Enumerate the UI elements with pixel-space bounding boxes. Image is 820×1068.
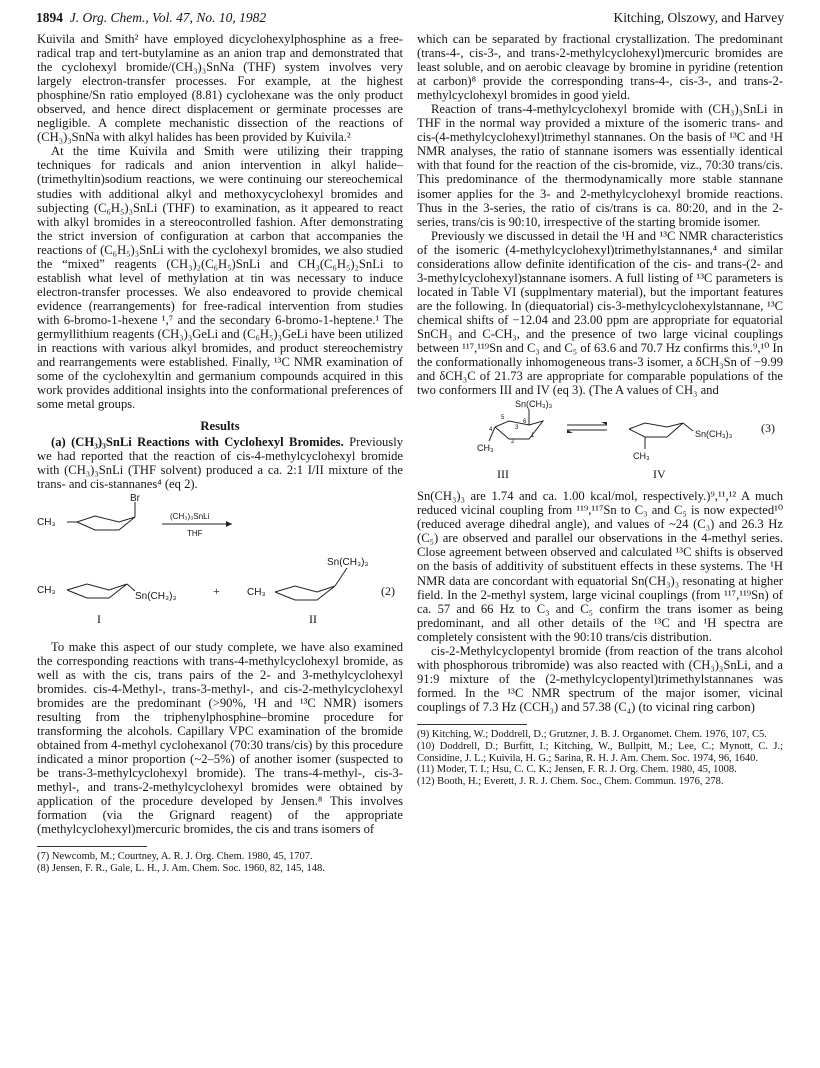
product-II-sn-label: Sn(CH₃)₃ — [327, 556, 369, 568]
paragraph: To make this aspect of our study complete, we have also examined the corresponding reactions with trans-4-methylcyclohexyl bromide, as well as with the cis, trans pairs of the 2- and 3-methylcyclohexyl bromides. cis-4-Methyl-, trans-3-methyl-, and cis-2-methylcyclohexyl bromides are the predominant (>90%, ¹H and ¹³C NMR) isomers resulting from the triphenylphosphine–bromine procedure for transforming the alcohols. Capillary VPC examination of the bromide obtained from 4-methyl cyclohexanol (70:30 trans/cis) by this procedure indicated a minor proportion (~2–5%) of another isomer (suspected to be trans-3-methylcyclohexyl bromide). The trans-4-methyl-, cis-3-methyl-, and trans-2-methylcyclohexyl bromides were obtained by application of the procedure developed by Jensen.⁸ This involves formation (via the Grignard reagent) of the appropriate (methylcyclohexyl)mercuric bromides, the cis and trans isomers of — [37, 639, 403, 837]
paragraph: Kuivila and Smith² have employed dicyclohexylphosphine as a free-radical trap and tert-butylamine as an anion trap and demonstrated that the cyclohexyl bromide/(CH₃)₃SnNa (THF) system involves very largely electron-transfer processes. For example, at the highest phosphine/Sn ratio employed (8.81) cyclohexane was the only product observed, and hence direct displacement or germinate processes are negligible. A complete mechanistic dissection of the reactions of (CH₃)₃SnNa with alkyl halides has been provided by Kuivila.² — [37, 32, 403, 145]
paragraph: Sn(CH₃)₃ are 1.74 and ca. 1.00 kcal/mol, respectively.)⁹,¹¹,¹² A much reduced vicinal coupling from ¹¹⁹,¹¹⁷Sn to C₃ and C₅ is now expected¹⁰ (reduced average dihedral angle), and values of ~24 (C₃) and 26.3 Hz (C₅) are observed and parallel our observations in the 4-methyl series. Close agreement between observed and calculated ¹³C shifts is observed on the basis of additivity of substituent effects in these systems. The ¹H NMR data are concordant with equatorial Sn(CH₃)₃ resonating at higher field. In the 2-methyl system, large vicinal couplings (from ¹¹⁷,¹¹⁹Sn) of ca. 57 and 66 Hz to C₃ and C₅ confirm the trans isomer as being predominant, and all other details of the ¹³C and ¹H spectra are completely consistent with the 90:10 trans/cis distribution. — [417, 489, 783, 644]
product-I-sn-label: Sn(CH₃)₃ — [135, 590, 177, 602]
paragraph: which can be separated by fractional crystallization. The predominant (trans-4-, cis-3-, and trans-2-methylcyclohexyl)mercuric bromides are least soluble, and on aerobic cleavage by bromine in pyridine (retention at carbon)⁸ provide the corresponding trans-4-, cis-3-, and trans-2-methylcyclohexyl bromides in good yield. — [417, 32, 783, 103]
arrow-head — [226, 521, 232, 527]
subsection-heading: (a) (CH₃)₃SnLi Reactions with Cyclohexyl Bromides. — [51, 435, 344, 450]
plus-sign: + — [213, 583, 220, 598]
paragraph-text: Previously we had reported that the reaction of cis-4-methylcyclohexyl bromide with (CH₃)₃SnLi (THF solvent) produced a ca. 2:1 I/II mixture of the trans- and cis-stannanes⁴ (eq 2). — [37, 435, 404, 492]
section-heading-results: Results — [200, 419, 240, 434]
product-I-sn-bond — [127, 584, 135, 591]
solvent-label: THF — [187, 528, 203, 538]
ring-number-4: 4 — [489, 427, 493, 434]
equation-3-scheme — [417, 401, 783, 485]
compound-label-IV: IV — [653, 467, 666, 482]
conformer-IV-ring — [629, 423, 683, 437]
reactant-ring — [77, 516, 135, 530]
reagent-label: (CH₃)₃SnLi — [170, 511, 210, 521]
conformer-IV-ch3-label: CH₃ — [633, 451, 650, 462]
journal-citation: J. Org. Chem., Vol. 47, No. 10, 1982 — [69, 10, 267, 25]
footnote-11: (11) Moder, T. I.; Hsu, C. C. K.; Jensen, F. R. J. Org. Chem. 1980, 45, 1008. — [417, 764, 737, 776]
footnote-9: (9) Kitching, W.; Doddrell, D.; Grutzner, J. B. J. Organomet. Chem. 1976, 107, C5. — [417, 728, 767, 740]
ring-number-2: 2 — [511, 439, 515, 446]
left-column — [37, 32, 403, 875]
footnote-8: (8) Jensen, F. R., Gale, L. H., J. Am. Chem. Soc. 1960, 82, 145, 148. — [37, 862, 325, 874]
ring-number-1: 1 — [531, 433, 535, 440]
ring-number-6: 6 — [523, 419, 527, 426]
conformer-IV-sn-bond — [683, 423, 693, 431]
paragraph: cis-2-Methylcyclopentyl bromide (from reaction of the trans alcohol with phosphorous tribromide) was also reacted with (CH₃)₃SnLi, and a 91:9 mixture of the (2-methylcyclopentyl)trimethylstannanes was formed. In the ¹³C NMR spectrum of the major isomer, vicinal couplings of 7.3 Hz (CCH₃) and 57.38 (C₄) (to vicinal ring carbon) — [417, 643, 783, 714]
product-II-ch3-label: CH₃ — [247, 586, 266, 598]
compound-label-II: II — [309, 611, 317, 626]
page-number: 1894 — [36, 10, 63, 25]
equation-2-scheme — [37, 492, 403, 636]
conformer-III-ch3-label: CH₃ — [477, 443, 494, 454]
reactant-ch3-label: CH₃ — [37, 516, 56, 528]
compound-label-I: I — [97, 611, 101, 626]
equation-number: (2) — [381, 583, 395, 598]
paragraph: Reaction of trans-4-methylcyclohexyl bromide with (CH₃)₃SnLi in THF in the normal way provided a mixture of the isomeric trans- and cis-(4-methylcyclohexyl)trimethyl stannanes. On the basis of ¹³C and ¹H NMR analyses, the ratio of stannane isomers was essentially identical with that found for the reaction of the cis-bromide, viz., 70:30 trans/cis. This predominance of the thermodynamically more stable stannane isomer applies for the 3- and 2-methylcyclohexyl bromide reactions. Thus in the 3-series, the ratio of cis/trans is ca. 80:20, and in the 2-series, trans/cis is 90:10, irrespective of the starting bromide isomer. — [417, 102, 783, 229]
ring-number-5: 5 — [501, 415, 505, 422]
running-header-left — [36, 10, 266, 26]
product-II-sn-bond — [335, 568, 347, 586]
conformer-III-sn-label: Sn(CH₃)₃ — [515, 399, 553, 410]
footnote-rule — [417, 724, 527, 725]
product-II-ring — [275, 586, 335, 600]
product-I-ring — [67, 584, 127, 598]
compound-label-III: III — [497, 467, 509, 482]
equation-3-drawing — [417, 401, 783, 485]
paragraph-subsection-a — [37, 435, 403, 491]
footnote-12: (12) Booth, H.; Everett, J. R. J. Chem. Soc., Chem. Commun. 1976, 278. — [417, 776, 724, 788]
footnote-rule — [37, 846, 147, 847]
running-header-authors: Kitching, Olszowy, and Harvey — [613, 10, 784, 25]
product-I-ch3-label: CH₃ — [37, 584, 56, 596]
right-column — [417, 32, 783, 788]
ring-number-3: 3 — [515, 425, 519, 432]
footnote-10: (10) Doddrell, D.; Burfitt, I.; Kitching, W., Bullpitt, M.; Lee, C.; Mynott, C. J.; Considine, J. L.; Kuivila, H. G.; Sarina, R. H. J. Am. Chem. Soc. 1974, 96, 1640. — [417, 740, 783, 764]
footnote-7: (7) Newcomb, M.; Courtney, A. R. J. Org. Chem. 1980, 45, 1707. — [37, 851, 313, 863]
conformer-IV-sn-label: Sn(CH₃)₃ — [695, 429, 733, 440]
paragraph: At the time Kuivila and Smith were utilizing their trapping techniques for radicals and anion intervention in alkyl halide–(trimethyltin)sodium reactions, we were continuing our stereochemical studies with additional alkyl and methoxycyclohexyl bromides and subjecting (C₆H₅)₃SnLi (THF) to examination, as it appeared to react with alkyl bromides in a stereocontrolled fashion. After demonstrating the strict inversion of configuration at carbon that accompanies the reactions of (C₆H₅)₃SnLi with the cyclohexyl bromides, we also studied the “mixed” reagents (CH₃)₂(C₆H₅)SnLi and CH₃(C₆H₅)₂SnLi to establish what level of methylation at tin was necessary to induce electron-transfer processes. We also endeavored to provide chemical evidence (rearrangements) for free-radical intervention from studies with 6-bromo-1-hexene ¹,⁷ and the secondary 6-bromo-1-heptene.¹ The germyllithium reagents (CH₃)₃GeLi and (C₆H₅)₃GeLi have been utilized in reactions with various alkyl bromides, and product stereochemistry and rearrangements were established. Finally, ¹³C NMR examination of some of the cyclohexyltin and germanium compounds acquired in this work provides additional insights into the conformational preferences of some metal groups. — [37, 144, 403, 412]
paragraph: Previously we discussed in detail the ¹H and ¹³C NMR characteristics of the isomeric (4-methylcyclohexyl)trimethylstannanes,⁴ and similar considerations allow definite identification of the cis- and trans-(2- and 3-methylcyclohexyl)stannane isomers. A full listing of ¹³C parameters is located in Table VI (supplmentary material), but the important features are the following. In (diequatorial) cis-3-methylcyclohexylstannane, ¹³C chemical shifts of −12.04 and 23.00 ppm are appropriate for equatorial SnCH₃ and C-CH₃, and the presence of two large vicinal couplings between ¹¹⁷,¹¹⁹Sn and C₃ and C₅ of 63.6 and 70.7 Hz confirms this.⁹,¹⁰ In the conformationally inhomogeneous trans-3 isomer, a δCH₃Sn of −9.99 and δCH₃C of 21.73 are appropriate for comparable populations of the two conformers III and IV (eq 3). (The A values of CH₃ and — [417, 228, 783, 398]
bromine-label: Br — [130, 492, 140, 504]
equation-number: (3) — [761, 421, 775, 436]
